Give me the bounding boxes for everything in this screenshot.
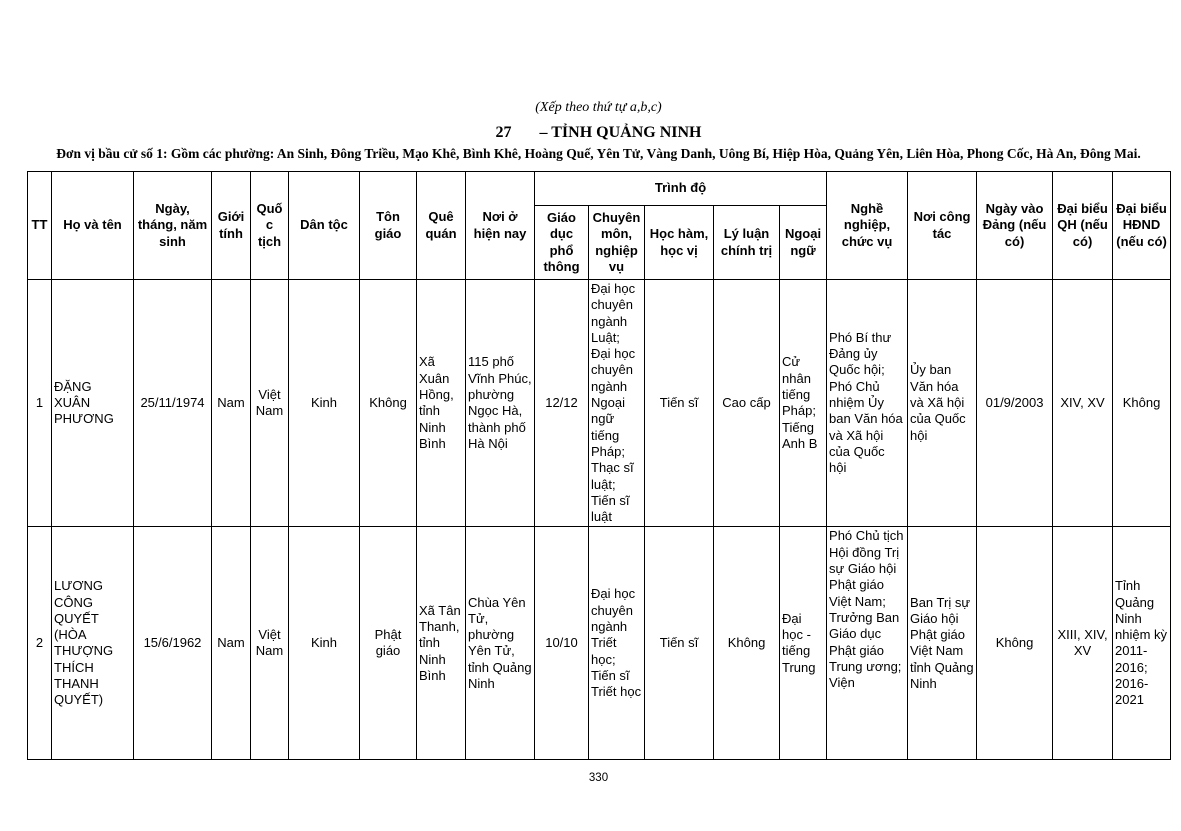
- cell-professional: Đại học chuyên ngành Triết học; Tiến sĩ Triết học: [589, 527, 645, 760]
- col-header-residence: Nơi ở hiện nay: [466, 172, 535, 280]
- cell-academic-title: Tiến sĩ: [645, 280, 714, 527]
- candidates-table: [27, 171, 1171, 760]
- cell-nationality: Việt Nam: [251, 280, 289, 527]
- cell-ethnicity: Kinh: [289, 527, 360, 760]
- cell-occupation: [827, 527, 908, 760]
- col-header-hometown: Quê quán: [417, 172, 466, 280]
- cell-political-theory: Cao cấp: [714, 280, 780, 527]
- cell-full-name: ĐẶNG XUÂN PHƯƠNG: [52, 280, 134, 527]
- cell-religion: Không: [360, 280, 417, 527]
- province-number: 27: [495, 124, 512, 141]
- col-header-general-education: Giáo dục phổ thông: [535, 206, 589, 280]
- col-header-full-name: Họ và tên: [52, 172, 134, 280]
- col-header-foreign-language: Ngoại ngữ: [780, 206, 827, 280]
- col-header-tt: TT: [28, 172, 52, 280]
- cell-tt: 1: [28, 280, 52, 527]
- col-header-religion: Tôn giáo: [360, 172, 417, 280]
- sort-order-note: (Xếp theo thứ tự a,b,c): [535, 100, 662, 115]
- cell-hometown: Xã Xuân Hồng, tỉnh Ninh Bình: [417, 280, 466, 527]
- col-header-council-deputy: Đại biểu HĐND (nếu có): [1113, 172, 1171, 280]
- col-header-academic-title: Học hàm, học vị: [645, 206, 714, 280]
- col-header-workplace: Nơi công tác: [908, 172, 977, 280]
- col-header-nationality: Quốc tịch: [251, 172, 289, 280]
- col-header-ethnicity: Dân tộc: [289, 172, 360, 280]
- title-separator: –: [539, 124, 548, 141]
- province-title: TỈNH QUẢNG NINH: [551, 124, 702, 141]
- cell-na-deputy: XIII, XIV, XV: [1053, 527, 1113, 760]
- cell-council-deputy: Không: [1113, 280, 1171, 527]
- cell-gender: Nam: [212, 527, 251, 760]
- cell-workplace: Ủy ban Văn hóa và Xã hội của Quốc hội: [908, 280, 977, 527]
- cell-dob: 15/6/1962: [134, 527, 212, 760]
- col-header-dob: Ngày, tháng, năm sinh: [134, 172, 212, 280]
- cell-general-education: 12/12: [535, 280, 589, 527]
- cell-general-education: 10/10: [535, 527, 589, 760]
- cell-ethnicity: Kinh: [289, 280, 360, 527]
- col-header-gender: Giới tính: [212, 172, 251, 280]
- page-title: [27, 123, 1170, 142]
- cell-party-admission-date: Không: [977, 527, 1053, 760]
- cell-nationality: Việt Nam: [251, 527, 289, 760]
- cell-hometown: Xã Tân Thanh, tỉnh Ninh Bình: [417, 527, 466, 760]
- document-header: [27, 99, 1170, 162]
- election-unit-description: Đơn vị bầu cử số 1: Gồm các phường: An Sinh, Đông Triều, Mạo Khê, Bình Khê, Hoàng Quế, Yên Tử, Vàng Danh, Uông Bí, Hiệp Hòa, Quảng Yên, Liên Hòa, Phong Cốc, Hà An, Đông Mai.: [56, 146, 1141, 161]
- cell-tt: 2: [28, 527, 52, 760]
- col-header-professional: Chuyên môn, nghiệp vụ: [589, 206, 645, 280]
- col-header-party-admission-date: Ngày vào Đảng (nếu có): [977, 172, 1053, 280]
- cell-religion: Phật giáo: [360, 527, 417, 760]
- col-header-political-theory: Lý luận chính trị: [714, 206, 780, 280]
- cell-workplace: Ban Trị sự Giáo hội Phật giáo Việt Nam tỉnh Quảng Ninh: [908, 527, 977, 760]
- cell-foreign-language: Đại học - tiếng Trung: [780, 527, 827, 760]
- cell-residence: Chùa Yên Tử, phường Yên Tử, tỉnh Quảng Ninh: [466, 527, 535, 760]
- cell-professional: Đại học chuyên ngành Luật; Đại học chuyên ngành Ngoại ngữ tiếng Pháp; Thạc sĩ luật; Tiến sĩ luật: [589, 280, 645, 527]
- col-header-na-deputy: Đại biểu QH (nếu có): [1053, 172, 1113, 280]
- page-number: 330: [588, 772, 609, 784]
- cell-party-admission-date: 01/9/2003: [977, 280, 1053, 527]
- clipped-text: Phó Chủ tịch Hội đồng Trị sự Giáo hội Phật giáo Việt Nam; Trưởng Ban Giáo dục Phật giáo Trung ương; Viện: [829, 528, 904, 691]
- col-group-header-qualification: Trình độ: [535, 172, 827, 206]
- cell-residence: 115 phố Vĩnh Phúc, phường Ngọc Hà, thành phố Hà Nội: [466, 280, 535, 527]
- cell-dob: 25/11/1974: [134, 280, 212, 527]
- cell-na-deputy: XIV, XV: [1053, 280, 1113, 527]
- cell-academic-title: Tiến sĩ: [645, 527, 714, 760]
- cell-gender: Nam: [212, 280, 251, 527]
- col-header-occupation: Nghề nghiệp, chức vụ: [827, 172, 908, 280]
- cell-foreign-language: Cử nhân tiếng Pháp; Tiếng Anh B: [780, 280, 827, 527]
- cell-full-name: LƯƠNG CÔNG QUYẾT (HÒA THƯỢNG THÍCH THANH QUYẾT): [52, 527, 134, 760]
- cell-council-deputy: Tỉnh Quảng Ninh nhiệm kỳ 2011-2016; 2016-2021: [1113, 527, 1171, 760]
- candidate-row-2: [28, 527, 1171, 760]
- cell-political-theory: Không: [714, 527, 780, 760]
- cell-occupation: Phó Bí thư Đảng ủy Quốc hội; Phó Chủ nhiệm Ủy ban Văn hóa và Xã hội của Quốc hội: [827, 280, 908, 527]
- candidate-row-1: [28, 280, 1171, 527]
